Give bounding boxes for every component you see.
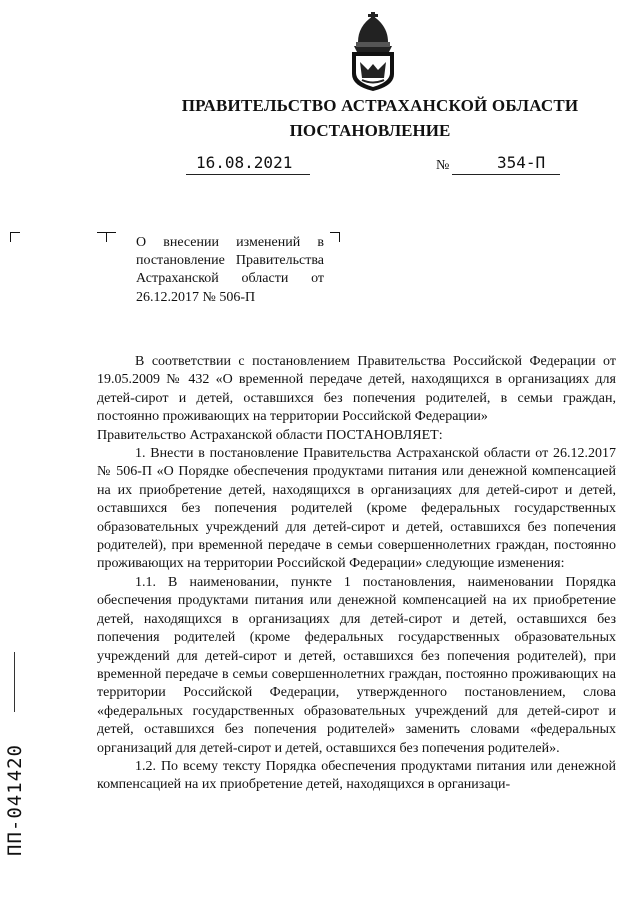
paragraph-item-1-2: 1.2. По всему тексту Порядка обеспечения продуктами питания или денежной компенсацией на их приобретение детей, находящихся в организаци- <box>97 758 616 793</box>
number-label: № <box>436 158 450 173</box>
corner-mark <box>10 232 20 242</box>
coat-of-arms-icon <box>344 12 402 92</box>
document-subject: О внесении изменений в постановление Правительства Астраханской области от 26.12.2017 № 506-П <box>136 235 324 305</box>
number-underline <box>452 174 560 175</box>
registration-code-text: ПП-041420 <box>4 744 26 856</box>
org-title: ПРАВИТЕЛЬСТВО АСТРАХАНСКОЙ ОБЛАСТИ <box>181 96 579 115</box>
paragraph-item-1: 1. Внести в постановление Правительства Астраханской области от 26.12.2017 № 506-П «О Порядке обеспечения продуктами питания или денежной компенсацией на их приобретение детей, находящихся в организациях для детей-сирот и детей, оставшихся без попечения родителей (кроме федеральных государственных образовательных учреждений для детей-сирот и детей, оставшихся без попечения родителей), при временной передаче в семьи совершеннолетних граждан, постоянно проживающих на территории Российской Федерации» следующие изменения: <box>97 446 616 572</box>
corner-mark <box>106 232 116 242</box>
document-body <box>97 353 616 795</box>
paragraph-preamble: В соответствии с постановлением Правительства Российской Федерации от 19.05.2009 № 432 «О временной передаче детей, находящихся в организациях для детей-сирот и детей, оставшихся без попечения родителей, в семьи граждан, постоянно проживающих на территории Российской Федерации» <box>97 354 616 425</box>
document-date: 16.08.2021 <box>196 153 293 172</box>
registration-code <box>4 716 34 856</box>
doc-type-title: ПОСТАНОВЛЕНИЕ <box>289 121 451 140</box>
corner-mark <box>330 232 340 242</box>
paragraph-item-1-1: 1.1. В наименовании, пункте 1 постановления, наименовании Порядка обеспечения продуктами питания или денежной компенсацией на их приобретение детей, находящихся в организациях для детей-сирот и детей, оставшихся без попечения родителей (кроме федеральных государственных образовательных учреждений для детей-сирот и детей, оставшихся без попечения родителей), при временной передаче в семьи совершеннолетних граждан, постоянно проживающих на территории Российской Федерации, утвержденного постановлением, слова «федеральных государственных образовательных учреждений для детей-сирот и детей, оставшихся без попечения родителей» заменить словами «федеральных организаций для детей-сирот и детей, оставшихся без попечения родителей». <box>97 574 616 756</box>
margin-line <box>14 652 15 712</box>
document-number: 354-П <box>497 153 546 172</box>
paragraph-resolution: Правительство Астраханской области ПОСТАНОВЛЯЕТ: <box>97 427 443 443</box>
date-underline <box>186 174 310 175</box>
